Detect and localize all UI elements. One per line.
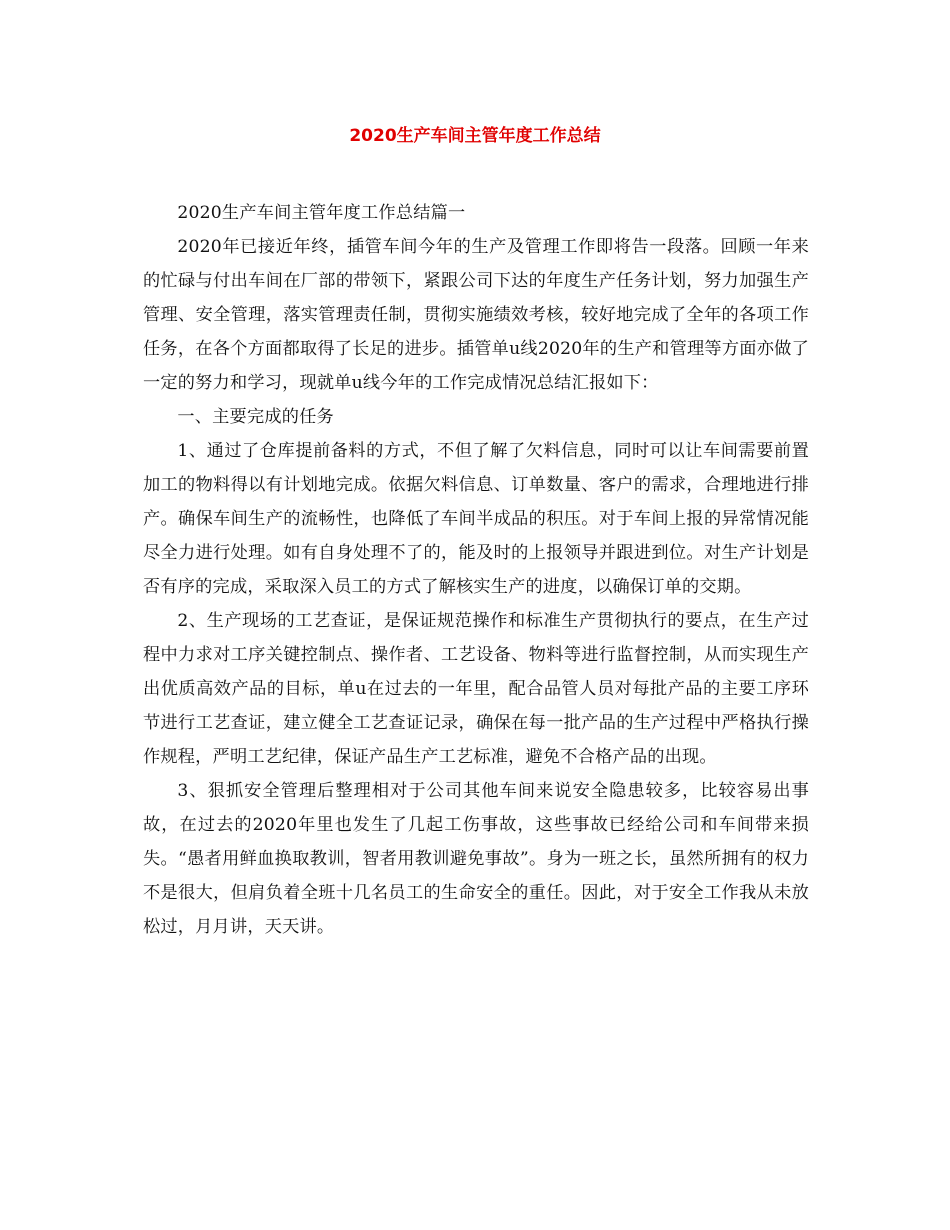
section-heading: 2020生产车间主管年度工作总结篇一 <box>177 203 466 223</box>
paragraph-item-3: 3、狠抓安全管理后整理相对于公司其他车间来说安全隐患较多，比较容易出事故，在过去的2020年里也发生了几起工伤事故，这些事故已经给公司和车间带来损失。“愚者用鲜血换取教训，智者用教训避免事故”。身为一班之长，虽然所拥有的权力不是很大，但肩负着全班十几名员工的生命安全的重任。因此，对于安全工作我从未放松过，月月讲，天天讲。 <box>143 781 809 937</box>
subsection-heading: 一、主要完成的任务 <box>177 407 334 427</box>
paragraph-item-1: 1、通过了仓库提前备料的方式，不但了解了欠料信息，同时可以让车间需要前置加工的物料得以有计划地完成。依据欠料信息、订单数量、客户的需求，合理地进行排产。确保车间生产的流畅性，也降低了车间半成品的积压。对于车间上报的异常情况能尽全力进行处理。如有自身处理不了的，能及时的上报领导并跟进到位。对生产计划是否有序的完成，采取深入员工的方式了解核实生产的进度，以确保订单的交期。 <box>143 441 809 597</box>
intro-paragraph: 2020年已接近年终，插管车间今年的生产及管理工作即将告一段落。回顾一年来的忙碌与付出车间在厂部的带领下，紧跟公司下达的年度生产任务计划，努力加强生产管理、安全管理，落实管理责任制，贯彻实施绩效考核，较好地完成了全年的各项工作任务，在各个方面都取得了长足的进步。插管单u线2020年的生产和管理等方面亦做了一定的努力和学习，现就单u线今年的工作完成情况总结汇报如下： <box>143 237 809 393</box>
paragraph-item-2: 2、生产现场的工艺查证，是保证规范操作和标准生产贯彻执行的要点，在生产过程中力求对工序关键控制点、操作者、工艺设备、物料等进行监督控制，从而实现生产出优质高效产品的目标，单u在过去的一年里，配合品管人员对每批产品的主要工序环节进行工艺查证，建立健全工艺查证记录，确保在每一批产品的生产过程中严格执行操作规程，严明工艺纪律，保证产品生产工艺标准，避免不合格产品的出现。 <box>143 611 809 767</box>
document-title: 2020生产车间主管年度工作总结 <box>349 126 601 146</box>
document-body <box>143 196 809 944</box>
